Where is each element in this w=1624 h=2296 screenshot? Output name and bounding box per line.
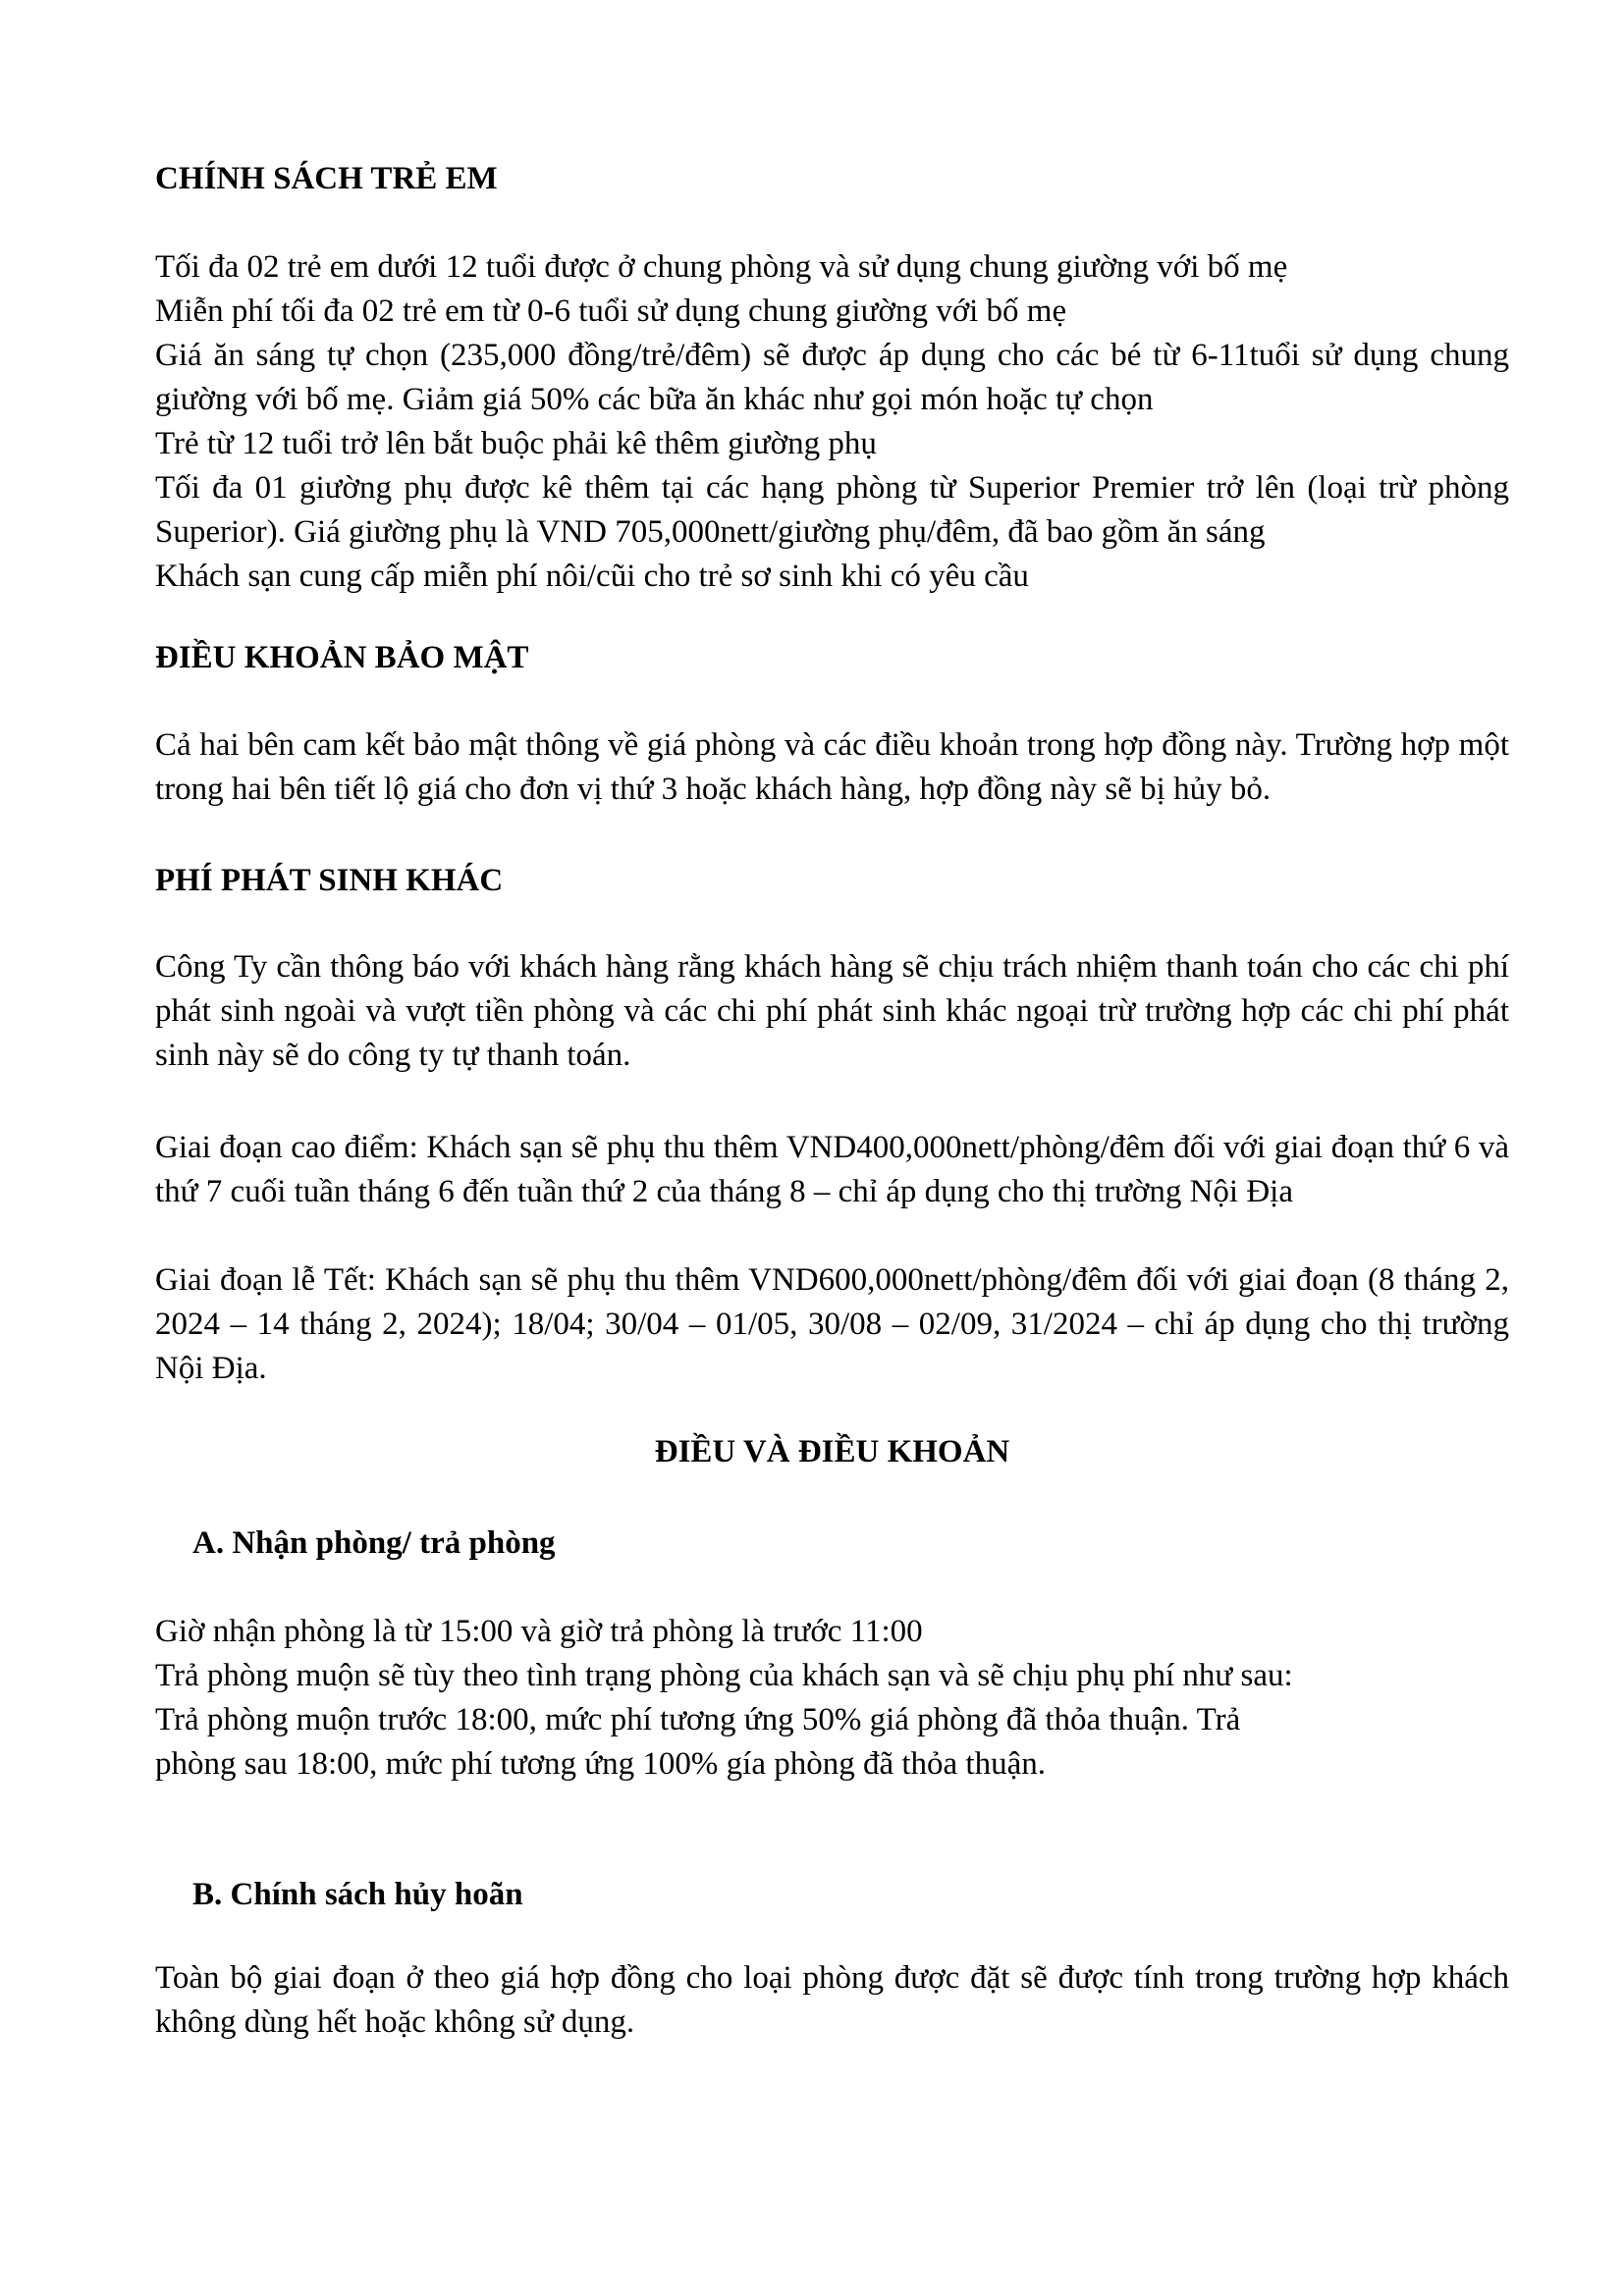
checkin-heading: A. Nhận phòng/ trả phòng bbox=[192, 1525, 556, 1561]
children-policy-rule: Trẻ từ 12 tuổi trở lên bắt buộc phải kê thêm giường phụ bbox=[155, 426, 877, 461]
confidentiality-paragraph: Cả hai bên cam kết bảo mật thông về giá phòng và các điều khoản trong hợp đồng này. Trường hợp một trong hai bên tiết lộ giá cho đơn vị thứ 3 hoặc khách hàng, hợp đồng này sẽ bị hủy bỏ. bbox=[155, 727, 1509, 807]
peak-season-paragraph: Giai đoạn cao điểm: Khách sạn sẽ phụ thu thêm VND400,000nett/phòng/đêm đối với giai đoạn thứ 6 và thứ 7 cuối tuần tháng 6 đến tuần thứ 2 của tháng 8 – chỉ áp dụng cho thị trường Nội Địa bbox=[155, 1130, 1509, 1209]
children-policy-rule: Khách sạn cung cấp miễn phí nôi/cũi cho trẻ sơ sinh khi có yêu cầu bbox=[155, 559, 1029, 594]
checkin-line: Trả phòng muộn sẽ tùy theo tình trạng phòng của khách sạn và sẽ chịu phụ phí như sau: bbox=[155, 1658, 1293, 1693]
checkin-line: phòng sau 18:00, mức phí tương ứng 100% gía phòng đã thỏa thuận. bbox=[155, 1746, 1047, 1782]
checkin-lines bbox=[155, 1610, 1509, 1787]
children-policy-rule: Tối đa 01 giường phụ được kê thêm tại các hạng phòng từ Superior Premier trở lên (loại trừ phòng Superior). Giá giường phụ là VND 705,000nett/giường phụ/đêm, đã bao gồm ăn sáng bbox=[155, 470, 1509, 550]
confidentiality-heading: ĐIỀU KHOẢN BẢO MẬT bbox=[155, 640, 529, 675]
cancellation-heading: B. Chính sách hủy hoãn bbox=[192, 1877, 523, 1912]
children-policy-rule: Giá ăn sáng tự chọn (235,000 đồng/trẻ/đêm) sẽ được áp dụng cho các bé từ 6-11tuổi sử dụng chung giường với bố mẹ. Giảm giá 50% các bữa ăn khác như gọi món hoặc tự chọn bbox=[155, 338, 1509, 417]
extra-fees-heading: PHÍ PHÁT SINH KHÁC bbox=[155, 863, 504, 898]
checkin-line: Trả phòng muộn trước 18:00, mức phí tương ứng 50% giá phòng đã thỏa thuận. Trả bbox=[155, 1702, 1241, 1737]
terms-heading: ĐIỀU VÀ ĐIỀU KHOẢN bbox=[654, 1434, 1010, 1469]
extra-fees-paragraph: Công Ty cần thông báo với khách hàng rằng khách hàng sẽ chịu trách nhiệm thanh toán cho các chi phí phát sinh ngoài và vượt tiền phòng và các chi phí phát sinh khác ngoại trừ trường hợp các chi phí phát sinh này sẽ do công ty tự thanh toán. bbox=[155, 949, 1509, 1073]
children-policy-rules bbox=[155, 245, 1509, 599]
children-policy-heading: CHÍNH SÁCH TRẺ EM bbox=[155, 161, 498, 196]
cancellation-paragraph: Toàn bộ giai đoạn ở theo giá hợp đồng cho loại phòng được đặt sẽ được tính trong trường hợp khách không dùng hết hoặc không sử dụng. bbox=[155, 1960, 1509, 2040]
children-policy-rule: Tối đa 02 trẻ em dưới 12 tuổi được ở chung phòng và sử dụng chung giường với bố mẹ bbox=[155, 249, 1288, 285]
holiday-season-paragraph: Giai đoạn lễ Tết: Khách sạn sẽ phụ thu thêm VND600,000nett/phòng/đêm đối với giai đoạn (8 tháng 2, 2024 – 14 tháng 2, 2024); 18/04; 30/04 – 01/05, 30/08 – 02/09, 31/2024 – chỉ áp dụng cho thị trường Nội Địa. bbox=[155, 1262, 1509, 1386]
checkin-line: Giờ nhận phòng là từ 15:00 và giờ trả phòng là trước 11:00 bbox=[155, 1614, 923, 1649]
children-policy-rule: Miễn phí tối đa 02 trẻ em từ 0-6 tuổi sử dụng chung giường với bố mẹ bbox=[155, 294, 1067, 329]
